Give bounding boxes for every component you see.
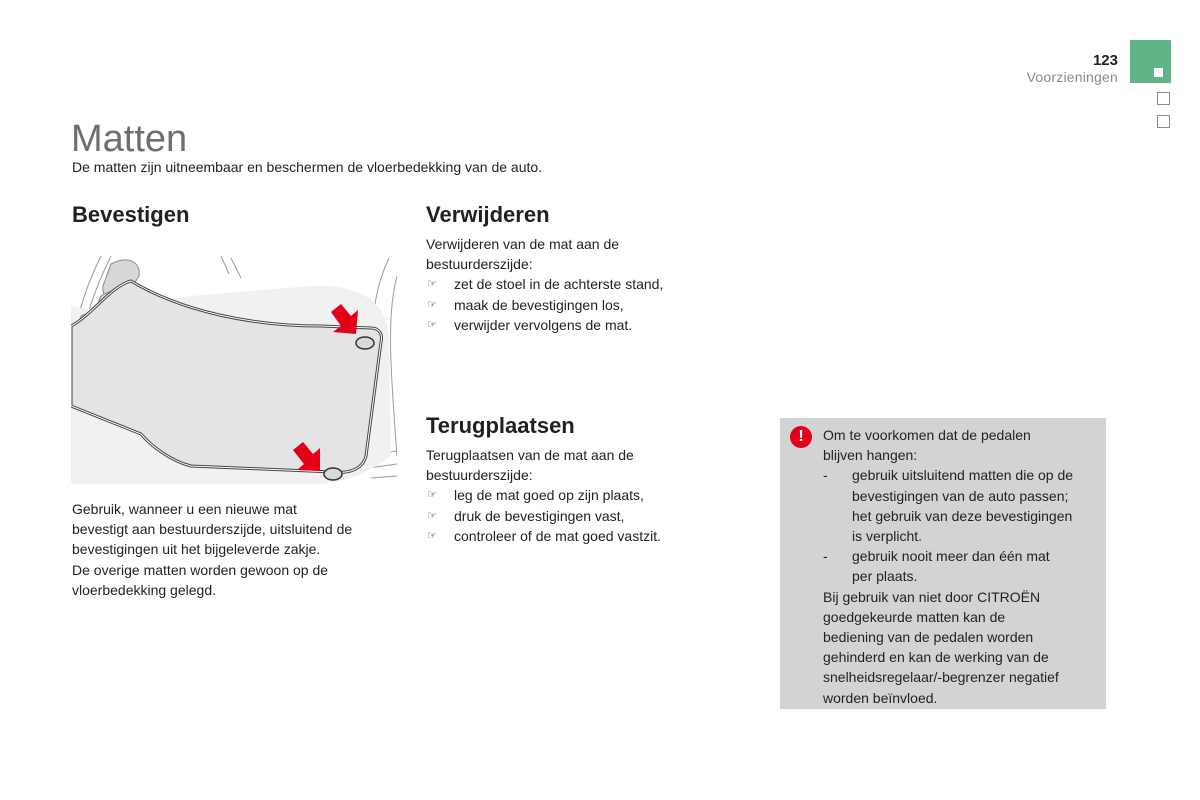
page-intro: De matten zijn uitneembaar en beschermen de vloerbedekking van de auto. (72, 159, 543, 175)
terugplaatsen-heading: Terugplaatsen (426, 413, 575, 438)
page-title: Matten (71, 118, 188, 160)
list-item: ☞ leg de mat goed op zijn plaats, (426, 485, 726, 505)
warning-text (823, 425, 1099, 708)
pointing-hand-icon: ☞ (427, 298, 437, 311)
list-item: - gebruik nooit meer dan één mat per plaats. (823, 548, 1050, 585)
text-line: Verwijderen van de mat aan de (426, 236, 620, 252)
warning-list (823, 465, 1099, 586)
pointing-hand-icon: ☞ (427, 489, 437, 502)
text-line: Bij gebruik van niet door CITROËN (823, 588, 1041, 605)
terugplaatsen-steps (426, 485, 726, 546)
text-line: vloerbedekking gelegd. (72, 581, 216, 598)
list-item: ☞ maak de bevestigingen los, (426, 295, 726, 315)
verwijderen-section (426, 234, 726, 335)
nav-box-empty-2 (1157, 115, 1170, 128)
text-line: bestuurderszijde: (426, 467, 533, 484)
chapter-tab (1130, 40, 1171, 83)
bevestigen-paragraph (72, 499, 392, 600)
text-line: blijven hangen: (823, 447, 918, 464)
section-name: Voorzieningen (1026, 69, 1118, 85)
nav-box-empty-1 (1157, 92, 1170, 105)
bevestigen-heading: Bevestigen (72, 202, 190, 227)
chapter-tab-marker (1154, 68, 1163, 77)
exclamation-icon: ! (790, 426, 812, 448)
text-line: goedgekeurde matten kan de (823, 608, 1006, 625)
page-number: 123 (1092, 52, 1118, 69)
text-line: gehinderd en kan de werking van de (823, 649, 1049, 666)
list-item: ☞ controleer of de mat goed vastzit. (426, 526, 726, 546)
pointing-hand-icon: ☞ (427, 509, 437, 522)
text-line: Terugplaatsen van de mat aan de (426, 447, 634, 463)
text-line: Om te voorkomen dat de pedalen (823, 427, 1031, 443)
list-item: ☞ druk de bevestigingen vast, (426, 506, 726, 526)
verwijderen-steps (426, 274, 726, 335)
pointing-hand-icon: ☞ (427, 529, 437, 542)
list-item: - gebruik uitsluitend matten die op de bevestigingen van de auto passen; het gebruik van deze bevestigingen is verplicht. (823, 467, 1074, 545)
text-line: De overige matten worden gewoon op de (72, 561, 329, 578)
text-line: bevestigingen uit het bijgeleverde zakje. (72, 541, 321, 558)
text-line: bestuurderszijde: (426, 256, 533, 273)
text-line: bediening van de pedalen worden (823, 629, 1034, 646)
pointing-hand-icon: ☞ (427, 318, 437, 331)
text-line: worden beïnvloed. (823, 689, 938, 706)
floor-mat-illustration (71, 256, 397, 486)
text-line: snelheidsregelaar/-begrenzer negatief (823, 669, 1059, 686)
list-item: ☞ zet de stoel in de achterste stand, (426, 274, 726, 294)
verwijderen-heading: Verwijderen (426, 202, 550, 227)
list-item: ☞ verwijder vervolgens de mat. (426, 315, 726, 335)
terugplaatsen-section (426, 445, 726, 546)
pointing-hand-icon: ☞ (427, 278, 437, 291)
text-line: Gebruik, wanneer u een nieuwe mat (72, 501, 297, 517)
text-line: bevestigt aan bestuurderszijde, uitsluitend de (72, 521, 353, 538)
